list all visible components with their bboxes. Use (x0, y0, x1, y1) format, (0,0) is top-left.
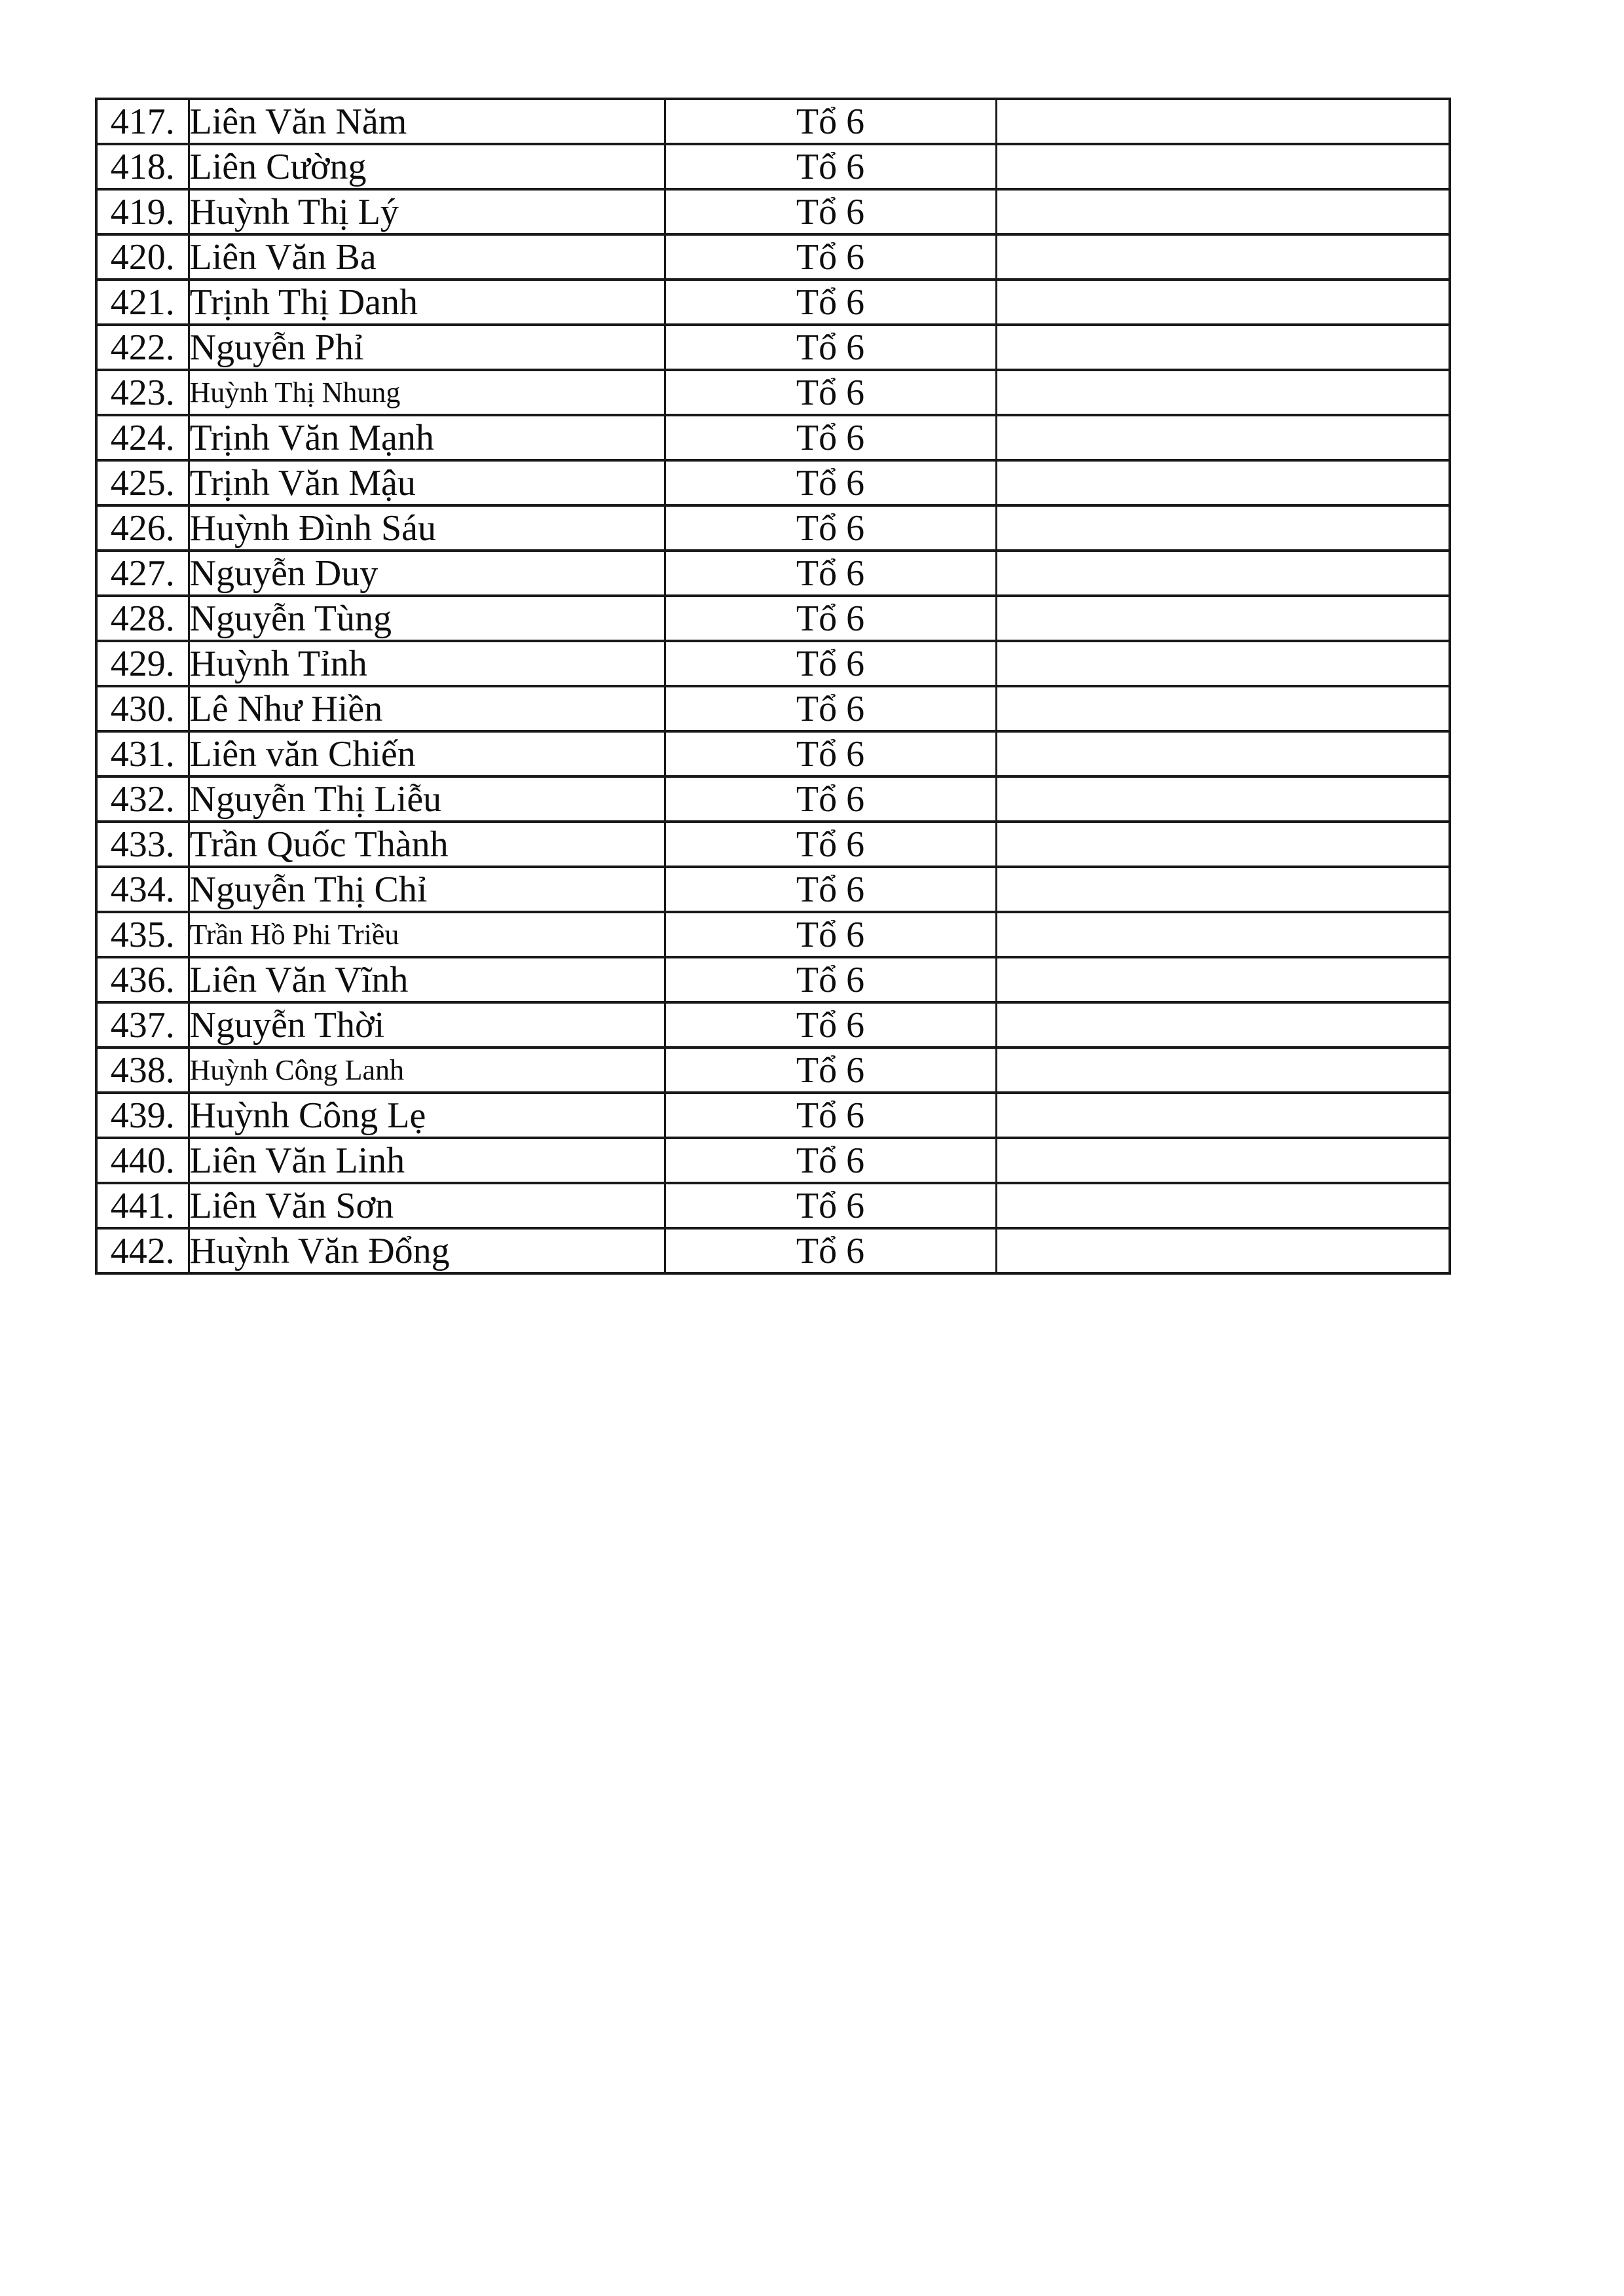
table-row (96, 325, 1450, 370)
table-row (96, 731, 1450, 776)
group-cell: Tổ 6 (665, 1048, 996, 1093)
row-number-cell: 428. (96, 596, 189, 641)
note-cell (996, 1048, 1450, 1093)
roster-table (95, 98, 1451, 1275)
group-cell: Tổ 6 (665, 822, 996, 867)
name-cell: Trần Quốc Thành (189, 822, 665, 867)
group-cell: Tổ 6 (665, 867, 996, 912)
name-cell: Liên Cường (189, 144, 665, 189)
note-cell (996, 1183, 1450, 1228)
note-cell (996, 596, 1450, 641)
row-number-cell: 427. (96, 551, 189, 596)
name-cell: Liên Văn Linh (189, 1138, 665, 1183)
note-cell (996, 1138, 1450, 1183)
name-cell: Nguyễn Thị Liễu (189, 776, 665, 822)
group-cell: Tổ 6 (665, 686, 996, 731)
group-cell: Tổ 6 (665, 505, 996, 551)
roster-body (96, 99, 1450, 1273)
note-cell (996, 957, 1450, 1002)
group-cell: Tổ 6 (665, 370, 996, 415)
note-cell (996, 641, 1450, 686)
table-row (96, 912, 1450, 957)
note-cell (996, 370, 1450, 415)
group-cell: Tổ 6 (665, 460, 996, 505)
group-cell: Tổ 6 (665, 596, 996, 641)
name-cell: Huỳnh Công Lanh (189, 1048, 665, 1093)
note-cell (996, 144, 1450, 189)
note-cell (996, 912, 1450, 957)
name-cell: Liên Văn Sơn (189, 1183, 665, 1228)
row-number-cell: 421. (96, 280, 189, 325)
group-cell: Tổ 6 (665, 415, 996, 460)
group-cell: Tổ 6 (665, 1183, 996, 1228)
row-number-cell: 437. (96, 1002, 189, 1048)
note-cell (996, 731, 1450, 776)
table-row (96, 867, 1450, 912)
name-cell: Liên văn Chiến (189, 731, 665, 776)
name-cell: Liên Văn Ba (189, 234, 665, 280)
group-cell: Tổ 6 (665, 731, 996, 776)
name-cell: Huỳnh Đình Sáu (189, 505, 665, 551)
group-cell: Tổ 6 (665, 957, 996, 1002)
name-cell: Lê Như Hiền (189, 686, 665, 731)
group-cell: Tổ 6 (665, 144, 996, 189)
group-cell: Tổ 6 (665, 641, 996, 686)
row-number-cell: 436. (96, 957, 189, 1002)
note-cell (996, 325, 1450, 370)
group-cell: Tổ 6 (665, 99, 996, 144)
table-row (96, 234, 1450, 280)
group-cell: Tổ 6 (665, 1093, 996, 1138)
table-row (96, 822, 1450, 867)
row-number-cell: 440. (96, 1138, 189, 1183)
group-cell: Tổ 6 (665, 551, 996, 596)
table-row (96, 1048, 1450, 1093)
group-cell: Tổ 6 (665, 1138, 996, 1183)
row-number-cell: 419. (96, 189, 189, 234)
table-row (96, 415, 1450, 460)
note-cell (996, 551, 1450, 596)
table-row (96, 776, 1450, 822)
name-cell: Nguyễn Thị Chỉ (189, 867, 665, 912)
row-number-cell: 438. (96, 1048, 189, 1093)
group-cell: Tổ 6 (665, 1002, 996, 1048)
row-number-cell: 423. (96, 370, 189, 415)
table-row (96, 1138, 1450, 1183)
name-cell: Trịnh Thị Danh (189, 280, 665, 325)
note-cell (996, 1002, 1450, 1048)
group-cell: Tổ 6 (665, 325, 996, 370)
row-number-cell: 420. (96, 234, 189, 280)
note-cell (996, 867, 1450, 912)
row-number-cell: 426. (96, 505, 189, 551)
row-number-cell: 431. (96, 731, 189, 776)
note-cell (996, 415, 1450, 460)
table-row (96, 551, 1450, 596)
table-row (96, 686, 1450, 731)
table-row (96, 1002, 1450, 1048)
name-cell: Liên Văn Năm (189, 99, 665, 144)
name-cell: Huỳnh Tỉnh (189, 641, 665, 686)
table-row (96, 189, 1450, 234)
name-cell: Liên Văn Vĩnh (189, 957, 665, 1002)
table-row (96, 99, 1450, 144)
name-cell: Huỳnh Thị Nhung (189, 370, 665, 415)
row-number-cell: 430. (96, 686, 189, 731)
name-cell: Nguyễn Duy (189, 551, 665, 596)
note-cell (996, 99, 1450, 144)
table-row (96, 641, 1450, 686)
row-number-cell: 435. (96, 912, 189, 957)
note-cell (996, 189, 1450, 234)
row-number-cell: 434. (96, 867, 189, 912)
table-row (96, 957, 1450, 1002)
table-row (96, 1183, 1450, 1228)
group-cell: Tổ 6 (665, 776, 996, 822)
note-cell (996, 776, 1450, 822)
row-number-cell: 425. (96, 460, 189, 505)
name-cell: Nguyễn Thời (189, 1002, 665, 1048)
name-cell: Nguyễn Tùng (189, 596, 665, 641)
note-cell (996, 686, 1450, 731)
name-cell: Trần Hồ Phi Triều (189, 912, 665, 957)
note-cell (996, 1093, 1450, 1138)
row-number-cell: 433. (96, 822, 189, 867)
row-number-cell: 417. (96, 99, 189, 144)
table-row (96, 280, 1450, 325)
row-number-cell: 424. (96, 415, 189, 460)
note-cell (996, 822, 1450, 867)
table-row (96, 370, 1450, 415)
row-number-cell: 429. (96, 641, 189, 686)
group-cell: Tổ 6 (665, 912, 996, 957)
note-cell (996, 1228, 1450, 1273)
note-cell (996, 505, 1450, 551)
name-cell: Nguyễn Phỉ (189, 325, 665, 370)
name-cell: Huỳnh Thị Lý (189, 189, 665, 234)
row-number-cell: 442. (96, 1228, 189, 1273)
table-row (96, 460, 1450, 505)
name-cell: Huỳnh Văn Đổng (189, 1228, 665, 1273)
table-row (96, 144, 1450, 189)
note-cell (996, 280, 1450, 325)
name-cell: Huỳnh Công Lẹ (189, 1093, 665, 1138)
note-cell (996, 460, 1450, 505)
group-cell: Tổ 6 (665, 280, 996, 325)
note-cell (996, 234, 1450, 280)
row-number-cell: 418. (96, 144, 189, 189)
name-cell: Trịnh Văn Mạnh (189, 415, 665, 460)
table-row (96, 505, 1450, 551)
table-row (96, 1093, 1450, 1138)
row-number-cell: 432. (96, 776, 189, 822)
row-number-cell: 422. (96, 325, 189, 370)
row-number-cell: 441. (96, 1183, 189, 1228)
row-number-cell: 439. (96, 1093, 189, 1138)
group-cell: Tổ 6 (665, 1228, 996, 1273)
group-cell: Tổ 6 (665, 234, 996, 280)
table-row (96, 596, 1450, 641)
name-cell: Trịnh Văn Mậu (189, 460, 665, 505)
table-row (96, 1228, 1450, 1273)
group-cell: Tổ 6 (665, 189, 996, 234)
